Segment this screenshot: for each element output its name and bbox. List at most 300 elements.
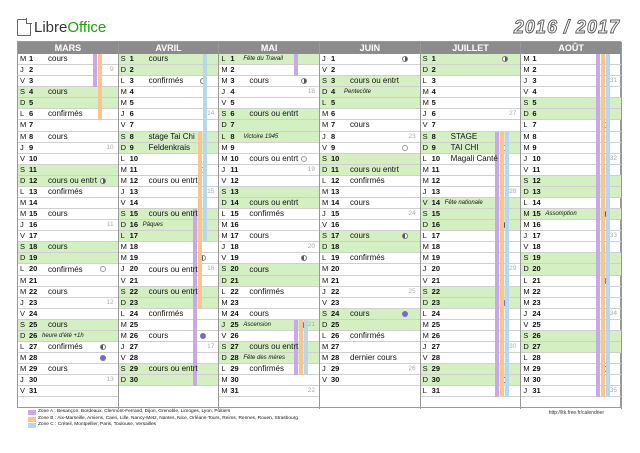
day-number: 26	[532, 330, 541, 340]
day-row[interactable]	[18, 120, 118, 131]
day-row[interactable]	[119, 253, 219, 264]
weekday-letter: J	[523, 231, 528, 241]
event-annotation: cours	[148, 331, 169, 340]
weekday-letter: M	[322, 353, 329, 363]
weekday-letter: L	[221, 286, 226, 296]
day-number: 5	[431, 98, 436, 108]
weekday-letter: M	[523, 286, 530, 296]
weekday-letter: L	[422, 153, 427, 163]
day-row[interactable]	[18, 364, 118, 375]
weekday-letter: L	[120, 76, 125, 86]
weekday-letter: M	[422, 175, 429, 185]
weekday-letter: L	[221, 209, 226, 219]
day-number: 29	[29, 364, 38, 374]
day-row[interactable]	[219, 120, 319, 131]
event-annotation: cours ou entrt	[249, 109, 299, 119]
weekday-letter: D	[120, 142, 127, 152]
day-row[interactable]	[18, 276, 118, 287]
day-row[interactable]	[119, 276, 219, 287]
day-row[interactable]	[320, 132, 420, 143]
day-number: 7	[29, 120, 34, 130]
day-number: 30	[331, 375, 340, 385]
day-number: 20	[532, 264, 541, 274]
weekday-letter: L	[523, 353, 528, 363]
day-number: 4	[230, 87, 235, 97]
day-row[interactable]	[18, 231, 118, 242]
weekday-letter: M	[221, 308, 228, 318]
day-number: 29	[431, 364, 440, 374]
weekday-letter: L	[221, 364, 226, 374]
day-row[interactable]	[421, 109, 521, 120]
weekday-letter: S	[322, 308, 328, 318]
day-number: 3	[331, 76, 336, 86]
weekday-letter: M	[221, 76, 228, 86]
weekday-letter: M	[523, 297, 530, 307]
weekday-letter: J	[120, 264, 125, 274]
day-row[interactable]	[18, 54, 118, 65]
legend-entry	[38, 422, 438, 429]
weekday-letter: D	[221, 120, 227, 130]
event-annotation: cours	[48, 131, 68, 141]
day-row[interactable]	[320, 187, 420, 198]
day-row[interactable]	[320, 364, 420, 375]
day-row[interactable]	[219, 231, 319, 242]
day-number: 12	[29, 175, 38, 185]
day-number: 5	[230, 98, 235, 108]
weekday-letter: M	[422, 330, 429, 340]
day-row[interactable]	[219, 298, 319, 309]
weekday-letter: M	[20, 364, 27, 374]
day-row[interactable]	[18, 220, 118, 231]
day-number: 24	[230, 308, 239, 318]
week-number: 23	[408, 132, 416, 140]
day-number: 18	[431, 242, 440, 252]
week-number: 34	[609, 309, 617, 317]
weekday-letter: D	[120, 65, 127, 75]
weekday-letter: S	[20, 87, 26, 97]
day-number: 20	[331, 264, 340, 274]
weekday-letter: S	[322, 76, 328, 86]
weekday-letter: J	[120, 109, 125, 119]
day-number: 25	[230, 319, 239, 329]
day-number: 10	[29, 153, 38, 163]
day-row[interactable]	[119, 342, 219, 353]
day-row[interactable]	[421, 98, 521, 109]
day-number: 1	[431, 54, 436, 63]
event-annotation: cours ou entrt	[148, 286, 198, 296]
day-number: 3	[129, 76, 134, 86]
day-number: 2	[29, 65, 34, 75]
day-number: 28	[29, 353, 38, 363]
day-number: 4	[532, 87, 537, 97]
week-number: 31	[609, 77, 617, 85]
day-row[interactable]	[18, 165, 118, 176]
day-number: 15	[532, 209, 541, 219]
day-number: 19	[129, 253, 138, 263]
day-row[interactable]	[18, 242, 118, 253]
day-number: 23	[431, 297, 440, 307]
legend-text: Zone B : Aix-Marseille, Amiens, Caen, Lille, Nancy-Metz, Nantes, Nice, Orléans-Tours, Reims, Rennes, Rouen, Strasbourg	[38, 415, 298, 421]
event-annotation: cours	[48, 242, 68, 252]
event-annotation: cours	[249, 308, 269, 318]
day-number: 28	[532, 353, 541, 363]
weekday-letter: S	[120, 131, 126, 141]
day-number: 28	[431, 353, 440, 363]
weekday-letter: V	[523, 87, 529, 97]
day-row[interactable]	[421, 87, 521, 98]
day-row[interactable]	[320, 143, 420, 154]
weekday-letter: J	[20, 142, 24, 152]
day-row[interactable]	[219, 98, 319, 109]
day-number: 24	[29, 308, 38, 318]
day-row[interactable]	[421, 65, 521, 76]
day-number: 24	[532, 308, 541, 318]
day-row[interactable]	[219, 242, 319, 253]
weekday-letter: M	[20, 286, 27, 296]
weekday-letter: D	[120, 375, 127, 385]
weekday-letter: M	[120, 242, 127, 252]
day-row[interactable]	[219, 76, 319, 87]
day-row[interactable]	[18, 198, 118, 209]
weekday-letter: L	[322, 175, 327, 185]
day-row[interactable]	[119, 298, 219, 309]
day-number: 30	[29, 375, 38, 385]
day-number: 1	[29, 54, 34, 63]
weekday-letter: L	[221, 131, 226, 141]
day-row[interactable]	[320, 109, 420, 120]
event-annotation: cours	[249, 231, 269, 241]
day-number: 3	[29, 76, 34, 86]
weekday-letter: V	[221, 175, 227, 185]
day-number: 5	[29, 98, 34, 108]
day-row[interactable]	[219, 132, 319, 143]
day-row[interactable]	[219, 176, 319, 187]
day-row[interactable]	[219, 65, 319, 76]
day-number: 8	[29, 131, 34, 141]
day-row[interactable]	[219, 143, 319, 154]
day-row[interactable]	[219, 386, 319, 397]
day-row[interactable]	[219, 276, 319, 287]
event-annotation: cours	[48, 364, 68, 374]
day-row[interactable]	[18, 331, 118, 342]
day-number: 4	[29, 87, 34, 97]
day-row[interactable]	[219, 264, 319, 275]
school-holiday-bar-zone-b	[98, 54, 102, 120]
day-number: 19	[29, 253, 38, 263]
weekday-letter: L	[120, 308, 125, 318]
day-row[interactable]	[219, 220, 319, 231]
event-annotation: cours	[350, 231, 370, 241]
weekday-letter: M	[120, 319, 127, 329]
day-row[interactable]	[320, 54, 420, 65]
moon-phase-icon	[301, 156, 307, 162]
day-row[interactable]	[119, 331, 219, 342]
day-number: 26	[129, 330, 138, 340]
day-row[interactable]	[119, 242, 219, 253]
weekday-letter: M	[221, 153, 228, 163]
day-row[interactable]	[320, 298, 420, 309]
moon-phase-icon	[100, 266, 106, 272]
day-row[interactable]	[18, 209, 118, 220]
legend-text: Zone C : Créteil, Montpellier, Paris, Toulouse, Versailles	[38, 422, 157, 427]
day-number: 5	[129, 98, 134, 108]
day-row[interactable]	[18, 375, 118, 386]
week-number: 9	[110, 66, 114, 74]
weekday-letter: M	[422, 253, 429, 263]
day-row[interactable]	[320, 154, 420, 165]
event-annotation: confirmés	[350, 253, 385, 263]
day-number: 29	[129, 364, 138, 374]
week-number: 18	[307, 88, 315, 96]
day-row[interactable]	[18, 65, 118, 76]
event-annotation: confirmés	[350, 175, 385, 185]
day-row[interactable]	[18, 154, 118, 165]
day-row[interactable]	[219, 375, 319, 386]
weekday-letter: L	[422, 308, 427, 318]
legend-swatch	[28, 423, 36, 428]
day-number: 21	[431, 275, 440, 285]
day-number: 27	[532, 342, 541, 352]
weekday-letter: V	[422, 120, 428, 130]
day-row[interactable]	[219, 87, 319, 98]
day-number: 12	[331, 175, 340, 185]
event-annotation: cours	[48, 286, 68, 296]
day-row[interactable]	[18, 353, 118, 364]
weekday-letter: D	[20, 175, 26, 185]
weekday-letter: L	[322, 98, 327, 108]
day-number: 10	[532, 153, 541, 163]
day-number: 1	[129, 54, 134, 63]
weekday-letter: M	[523, 375, 530, 385]
day-row[interactable]	[219, 253, 319, 264]
weekday-letter: V	[221, 330, 227, 340]
day-row[interactable]	[18, 76, 118, 87]
day-row[interactable]	[18, 253, 118, 264]
month-column-mars	[18, 42, 119, 409]
day-number: 13	[532, 186, 541, 196]
weekday-letter: J	[523, 308, 528, 318]
day-row[interactable]	[320, 342, 420, 353]
weekday-letter: M	[20, 353, 27, 363]
day-number: 26	[431, 330, 440, 340]
weekday-letter: M	[221, 65, 228, 75]
day-row[interactable]	[219, 165, 319, 176]
day-row[interactable]	[18, 298, 118, 309]
event-annotation: confirmés	[249, 286, 285, 296]
week-number: 25	[408, 287, 416, 295]
school-holiday-bar-zone-b	[500, 132, 504, 398]
weekday-letter: D	[120, 297, 127, 307]
day-number: 12	[532, 175, 541, 185]
event-annotation: confirmés	[48, 342, 83, 352]
day-row[interactable]	[320, 309, 420, 320]
weekday-letter: L	[523, 198, 528, 208]
day-row[interactable]	[18, 309, 118, 320]
day-number: 22	[431, 286, 440, 296]
day-row[interactable]	[421, 76, 521, 87]
holiday-label: Fête des mères	[243, 355, 286, 362]
day-number: 10	[431, 153, 440, 163]
holiday-label: heure d'été +1h	[42, 332, 84, 339]
weekday-letter: J	[221, 87, 226, 97]
day-number: 11	[129, 164, 138, 174]
weekday-letter: J	[523, 76, 528, 86]
day-row[interactable]	[320, 65, 420, 76]
school-holiday-bar-zone-a	[596, 54, 600, 397]
weekday-letter: J	[120, 342, 125, 352]
weekday-letter: D	[20, 98, 26, 108]
week-number: 28	[509, 187, 517, 195]
moon-phase-icon	[100, 178, 106, 184]
day-row[interactable]	[320, 242, 420, 253]
weekday-letter: M	[20, 198, 27, 208]
weekday-letter: M	[322, 120, 329, 130]
weekday-letter: J	[322, 54, 326, 63]
day-number: 8	[431, 131, 436, 141]
day-number: 23	[129, 297, 138, 307]
weekday-letter: J	[422, 264, 427, 274]
day-row[interactable]	[320, 120, 420, 131]
day-number: 21	[29, 275, 38, 285]
day-number: 13	[129, 186, 138, 196]
day-row[interactable]	[320, 264, 420, 275]
day-row[interactable]	[18, 320, 118, 331]
event-annotation: cours	[249, 264, 269, 274]
day-row[interactable]	[18, 132, 118, 143]
event-annotation: cours	[249, 76, 269, 86]
day-number: 14	[431, 198, 440, 208]
day-row[interactable]	[18, 87, 118, 98]
week-number: 13	[106, 376, 114, 384]
weekday-letter: S	[422, 131, 428, 141]
day-number: 9	[29, 142, 34, 152]
day-row[interactable]	[320, 198, 420, 209]
weekday-letter: S	[20, 164, 26, 174]
day-number: 18	[230, 242, 239, 252]
day-number: 14	[230, 198, 239, 208]
weekday-letter: J	[20, 65, 24, 75]
day-number: 12	[431, 175, 440, 185]
month-header: MAI	[219, 42, 319, 54]
week-number: 20	[307, 243, 315, 251]
holiday-label: Assomption	[545, 211, 577, 218]
moon-phase-icon	[100, 344, 106, 350]
day-number: 3	[230, 76, 235, 86]
day-row[interactable]	[320, 375, 420, 386]
day-row[interactable]	[320, 231, 420, 242]
day-number: 15	[129, 209, 138, 219]
day-number: 8	[532, 131, 537, 141]
weekday-letter: M	[120, 330, 127, 340]
day-number: 7	[532, 120, 537, 130]
day-row[interactable]	[119, 320, 219, 331]
day-row[interactable]	[219, 54, 319, 65]
day-number: 26	[230, 330, 239, 340]
day-number: 23	[532, 297, 541, 307]
day-number: 22	[29, 286, 38, 296]
day-row[interactable]	[18, 143, 118, 154]
day-number: 17	[129, 231, 138, 241]
event-annotation: dernier cours	[350, 353, 397, 363]
day-row[interactable]	[320, 220, 420, 231]
day-number: 17	[29, 231, 38, 241]
day-row[interactable]	[18, 287, 118, 298]
day-number: 27	[331, 342, 340, 352]
school-holiday-bar-zone-b	[198, 132, 202, 309]
weekday-letter: J	[322, 364, 326, 374]
weekday-letter: M	[322, 264, 329, 274]
day-number: 24	[431, 308, 440, 318]
school-holiday-bar-zone-a	[93, 54, 97, 87]
day-row[interactable]	[320, 98, 420, 109]
day-number: 28	[129, 353, 138, 363]
day-number: 31	[431, 386, 440, 396]
weekday-letter: L	[20, 342, 25, 352]
event-annotation: cours ou entrt	[148, 209, 198, 219]
day-row[interactable]	[119, 375, 219, 386]
day-number: 1	[532, 54, 537, 63]
day-row[interactable]	[320, 276, 420, 287]
day-number: 18	[29, 242, 38, 252]
week-number: 21	[307, 320, 315, 328]
weekday-letter: V	[322, 65, 328, 75]
weekday-letter: J	[120, 186, 125, 196]
day-number: 27	[129, 342, 138, 352]
weekday-letter: D	[422, 375, 429, 385]
day-number: 27	[431, 342, 440, 352]
day-number: 22	[230, 286, 239, 296]
day-number: 18	[129, 242, 138, 252]
day-number: 25	[129, 319, 138, 329]
weekday-letter: J	[322, 209, 326, 219]
day-row[interactable]	[320, 287, 420, 298]
day-row[interactable]	[320, 320, 420, 331]
day-number: 30	[431, 375, 440, 385]
day-number: 10	[129, 153, 138, 163]
footer-url[interactable]: http://ltk.free.fr/calendrier	[548, 410, 604, 416]
event-annotation: confirmés	[249, 209, 285, 219]
week-number: 15	[207, 187, 215, 195]
weekday-letter: J	[422, 109, 427, 119]
day-row[interactable]	[119, 353, 219, 364]
day-number: 19	[331, 253, 340, 263]
day-row[interactable]	[421, 54, 521, 65]
day-row[interactable]	[421, 120, 521, 131]
day-number: 29	[230, 364, 239, 374]
moon-phase-icon	[301, 255, 307, 261]
weekday-letter: M	[322, 342, 329, 352]
weekday-letter: D	[422, 220, 429, 230]
day-row[interactable]	[219, 309, 319, 320]
event-annotation: confirmés	[148, 308, 184, 318]
event-annotation: confirmés	[48, 109, 83, 119]
day-number: 7	[431, 120, 436, 130]
day-row[interactable]	[320, 87, 420, 98]
moon-phase-icon	[200, 333, 206, 339]
day-row[interactable]	[219, 187, 319, 198]
day-row[interactable]	[320, 209, 420, 220]
week-number: 14	[207, 110, 215, 118]
week-number: 26	[408, 365, 416, 373]
day-row[interactable]	[18, 386, 118, 397]
day-number: 30	[230, 375, 239, 385]
school-holiday-bar-zone-a	[193, 209, 197, 386]
day-row[interactable]	[18, 98, 118, 109]
weekday-letter: D	[221, 275, 227, 285]
weekday-letter: M	[20, 120, 27, 130]
weekday-letter: J	[322, 286, 326, 296]
day-number: 11	[29, 164, 37, 174]
